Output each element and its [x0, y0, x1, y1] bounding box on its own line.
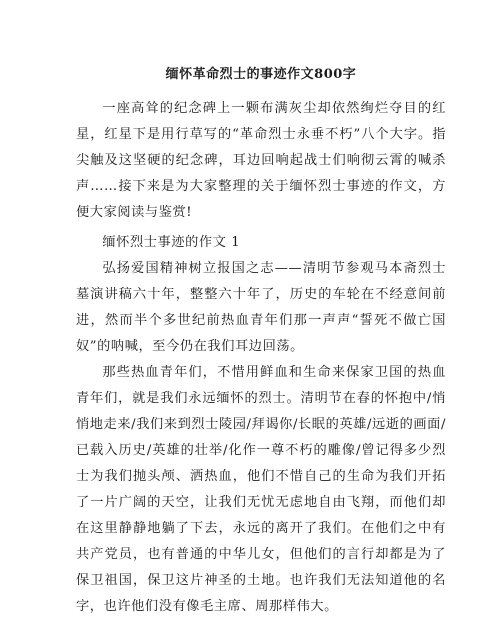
section-heading: 缅怀烈士事迹的作文 1 [102, 235, 241, 250]
intro-paragraph: 一座高耸的纪念碑上一颗布满灰尘却依然绚烂夺目的红星，红星下是用行草写的“革命烈士永垂不朽”八个大字。指尖触及这坚硬的纪念碑，耳边回响起战士们响彻云霄的喊杀声……接下来是为大家整理的关于缅怀烈士事迹的作文，方便大家阅读与鉴赏! [76, 101, 446, 220]
document-title: 缅怀革命烈士的事迹作文800字 [165, 67, 357, 82]
body-paragraph-1: 弘扬爱国精神树立报国之志——清明节参观马本斋烈士墓演讲稿六十年，整整六十年了，历史的车轮在不经意间前进，然而半个多世纪前热血青年们那一声声“誓死不做亡国奴”的呐喊，至今仍在我们耳边回荡。 [76, 261, 446, 354]
body-paragraph-2: 那些热血青年们，不惜用鲜血和生命来保家卫国的热血青年们，就是我们永远缅怀的烈士。清明节在春的怀抱中/悄悄地走来/我们来到烈士陵园/拜谒你/长眠的英雄/远逝的画面/已载入历史/英雄的壮举/化作一尊不朽的雕像/曾记得多少烈士为我们抛头颅、洒热血，他们不惜自己的生命为我们开拓了一片广阔的天空，让我们无忧无虑地自由飞翔，而他们却在这里静静地躺了下去，永远的离开了我们。在他们之中有共产党员，也有普通的中华儿女，但他们的言行却都是为了保卫祖国，保卫这片神圣的土地。也许我们无法知道他的名字，也许他们没有像毛主席、周那样伟大。 [76, 365, 446, 614]
